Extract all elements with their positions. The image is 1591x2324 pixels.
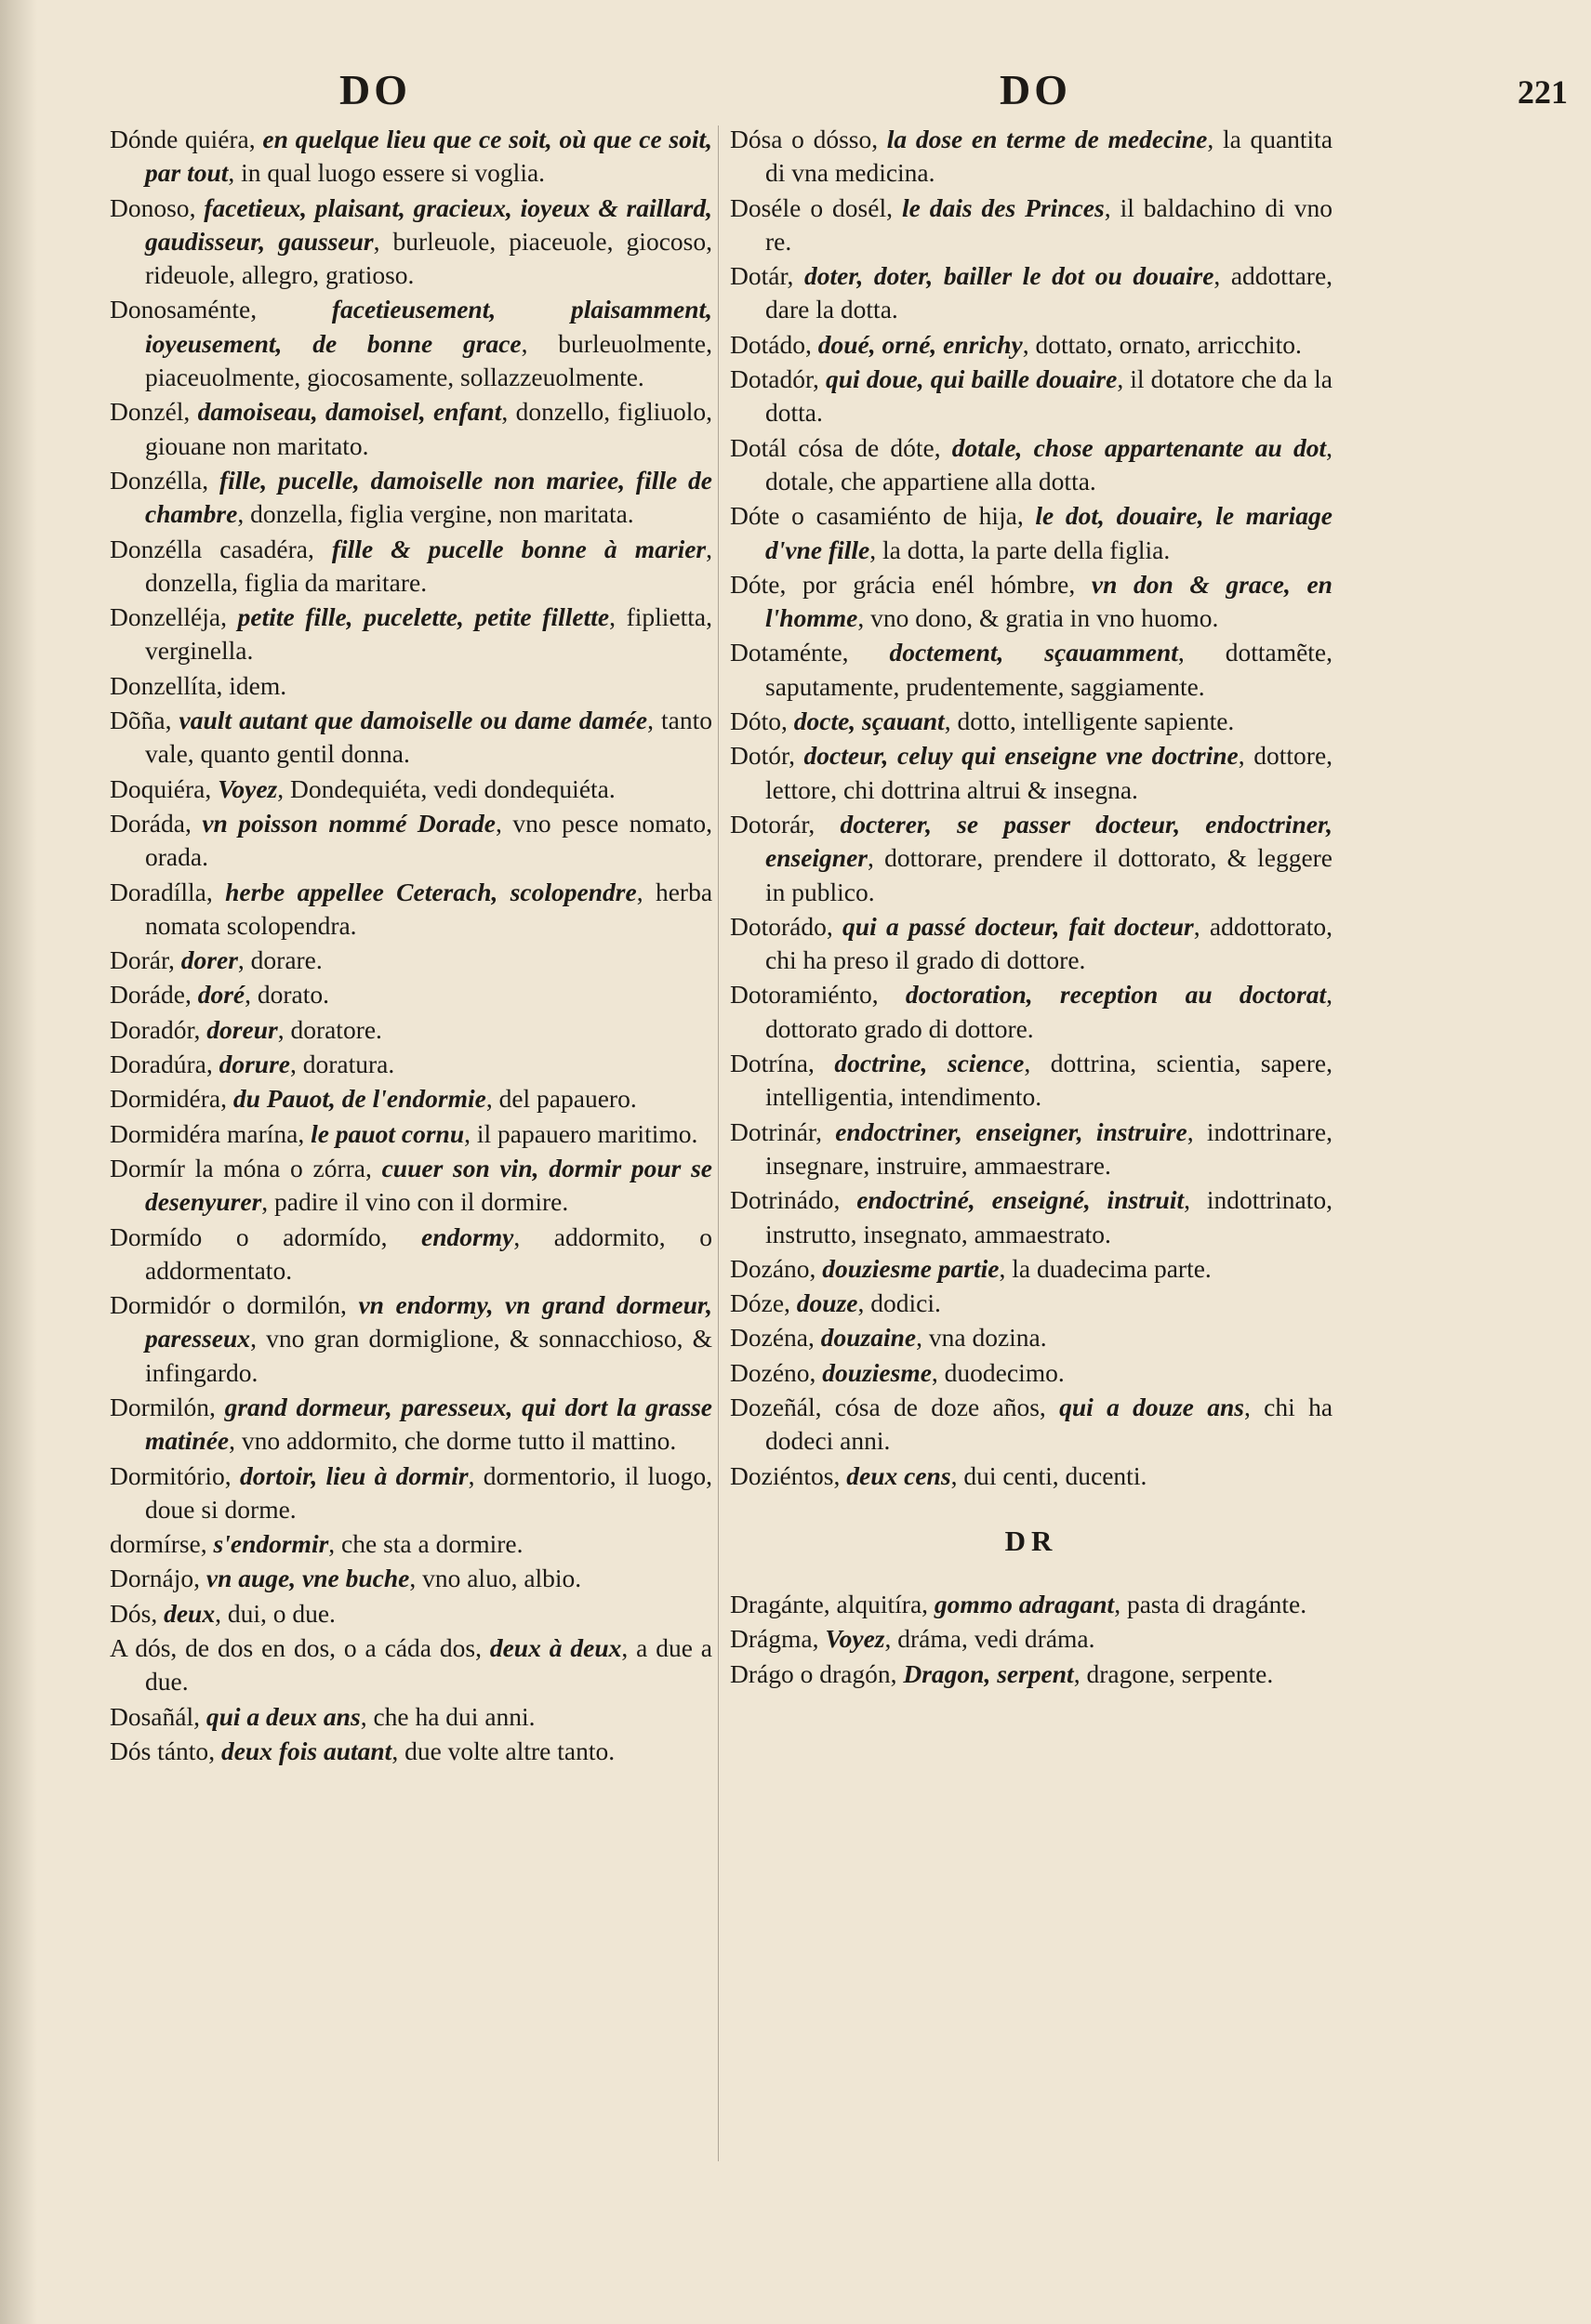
entry-italian-gloss: che ha dui anni. [373, 1701, 536, 1731]
entry-french-gloss: en quelque lieu que ce soit, où que ce soit, par tout [145, 125, 712, 188]
right-column [730, 123, 1332, 1692]
entry-french-gloss: fille & pucelle bonne à marier [331, 534, 707, 563]
entry-italian-gloss: il baldachino di vno re. [765, 192, 1333, 256]
entry-italian-gloss: il dotatore che da la dotta. [765, 364, 1332, 428]
entry-french-gloss: qui a douze ans [1059, 1392, 1244, 1421]
entry-italian-gloss: dottato, ornato, arricchito. [1035, 329, 1302, 359]
dictionary-entry: Dotrinádo, endoctriné, enseigné, instruit, indottrinato, instrutto, insegnato, ammaestrato. [730, 1185, 1333, 1248]
dictionary-entry: Dormidór o dormilón, vn endormy, vn grand dormeur, paresseux, vno gran dormiglione, & sonnacchioso, & infingardo. [110, 1290, 712, 1387]
entry-italian-gloss: donzello, figliuolo, giouane non maritato. [145, 397, 713, 460]
entry-italian-gloss: Dondequiéta, vedi dondequiéta. [290, 773, 616, 803]
entry-headword: Dotadór [730, 364, 814, 394]
dictionary-entry: Donzellíta, idem. [110, 670, 287, 700]
dictionary-entry: Dónde quiéra, en quelque lieu que ce soit, où que ce soit, par tout, in qual luogo essere si voglia. [110, 125, 712, 188]
entry-italian-gloss: vno aluo, albio. [422, 1564, 582, 1593]
entry-italian-gloss: dottorare, prendere il dottorato, & leggere in publico. [765, 843, 1333, 906]
entry-french-gloss: grand dormeur, paresseux, qui dort la grasse matinée [145, 1392, 712, 1456]
entry-french-gloss: herbe appellee Ceterach, scolopendre [225, 877, 637, 906]
entry-headword: Doziéntos [730, 1460, 834, 1490]
entry-french-gloss: docteur, celuy qui enseigne vne doctrine [803, 741, 1239, 771]
dictionary-entry: Dõña, vault autant que damoiselle ou dame damée, tanto vale, quanto gentil donna. [110, 706, 713, 769]
dictionary-entry: Doziéntos, deux cens, dui centi, ducenti. [730, 1460, 1147, 1490]
entry-italian-gloss: vno dono, & gratia in vno huomo. [870, 603, 1219, 633]
dictionary-entry: A dós, de dos en dos, o a cáda dos, deux à deux, a due a due. [110, 1633, 713, 1697]
entry-headword: Dozéno [730, 1357, 810, 1387]
dictionary-entry: Donzélla casadéra, fille & pucelle bonne à marier, donzella, figlia da maritare. [110, 534, 712, 597]
entry-italian-gloss: vno pesce nomato, orada. [145, 808, 713, 872]
entry-french-gloss: endoctriner, enseigner, instruire [835, 1116, 1187, 1146]
entry-italian-gloss: burleuolmente, piaceuolmente, giocosamente, sollazzeuolmente. [145, 328, 712, 392]
dictionary-entry: dormírse, s'endormir, che sta a dormire. [110, 1529, 524, 1559]
entry-french-gloss: doctrine, science [834, 1049, 1025, 1078]
entry-headword: Dotrína [730, 1049, 809, 1078]
entry-italian-gloss: indottrinare, insegnare, instruire, ammaestrare. [765, 1116, 1333, 1180]
dictionary-entry: Dotál cósa de dóte, dotale, chose appartenante au dot, dotale, che appartiene alla dotta. [730, 432, 1333, 495]
entry-headword: Dotál cósa de dóte [730, 432, 935, 462]
entry-headword: Dóto [730, 706, 781, 736]
entry-french-gloss: qui doue, qui baille douaire [825, 364, 1118, 394]
dictionary-entry: Dotorádo, qui a passé docteur, fait docteur, addottorato, chi ha preso il grado di dottore. [730, 911, 1333, 975]
entry-french-gloss: s'endormir [213, 1529, 329, 1559]
entry-italian-gloss: fiplietta, verginella. [145, 602, 713, 666]
entry-french-gloss: Dragon, serpent [903, 1658, 1074, 1688]
entry-headword: Donzél [110, 397, 184, 427]
entry-headword: Dotrinár [730, 1116, 816, 1146]
entry-headword: Dozéna [730, 1323, 808, 1353]
entry-italian-gloss: donzella, figlia vergine, non maritata. [250, 499, 634, 529]
entry-italian-gloss: burleuole, piaceuole, giocoso, rideuole, allegro, gratioso. [145, 226, 712, 290]
entry-headword: Doradór [110, 1014, 194, 1044]
entry-headword: Drágo o dragón [730, 1658, 891, 1688]
dictionary-entry: Dotór, docteur, celuy qui enseigne vne doctrine, dottore, lettore, chi dottrina altrui & insegna. [730, 741, 1333, 804]
entry-headword: Donzellíta [110, 670, 217, 700]
entry-french-gloss: facetieusement, plaisamment, ioyeusement, de bonne grace [145, 295, 712, 358]
entry-italian-gloss: vno gran dormiglione, & sonnacchioso, & infingardo. [145, 1324, 712, 1387]
entry-headword: Dónde quiéra [110, 125, 249, 153]
dictionary-entry: Dozáno, douziesme partie, la duadecima parte. [730, 1253, 1212, 1283]
entry-italian-gloss: che sta a dormire. [341, 1529, 524, 1559]
dictionary-entry: Dóte o casamiénto de hija, le dot, douaire, le mariage d'vne fille, la dotta, la parte della figlia. [730, 501, 1332, 564]
entry-french-gloss: douziesme partie [822, 1253, 1000, 1283]
entry-headword: Dormilón [110, 1392, 209, 1421]
dictionary-entry: Dotorár, docterer, se passer docteur, endoctriner, enseigner, dottorare, prendere il dottorato, & leggere in publico. [730, 809, 1333, 906]
entry-headword: Doséle o dosél [730, 192, 887, 222]
entry-headword: Dotór [730, 741, 789, 771]
entry-headword: Dormidéra [110, 1084, 221, 1114]
entry-headword: Dozeñál, cósa de doze años [730, 1392, 1040, 1421]
entry-italian-gloss: addottare, dare la dotta. [765, 261, 1333, 324]
entry-italian-gloss: dottamẽte, saputamente, prudentemente, saggiamente. [765, 638, 1333, 701]
dictionary-entry: Dósa o dósso, la dose en terme de medecine, la quantita di vna medicina. [730, 125, 1333, 188]
dictionary-entry: Drágma, Voyez, dráma, vedi dráma. [730, 1624, 1095, 1654]
dictionary-entry: Donosaménte, facetieusement, plaisamment, ioyeusement, de bonne grace, burleuolmente, piaceuolmente, giocosamente, sollazzeuolmente. [110, 295, 712, 392]
entry-french-gloss: dorure [219, 1050, 290, 1079]
entry-italian-gloss: la quantita di vna medicina. [765, 125, 1333, 188]
entry-headword: Donzélla [110, 465, 203, 495]
entry-italian-gloss: due volte altre tanto. [404, 1736, 616, 1765]
dictionary-entry: Dozéno, douziesme, duodecimo. [730, 1357, 1065, 1387]
dictionary-entry: Drágo o dragón, Dragon, serpent, dragone, serpente. [730, 1658, 1274, 1688]
entry-headword: Dormidór o dormilón [110, 1290, 341, 1320]
entry-italian-gloss: dráma, vedi dráma. [897, 1624, 1095, 1654]
entry-french-gloss: vn poisson nommé Dorade [202, 808, 496, 838]
entry-headword: Dotoramiénto [730, 980, 872, 1010]
entry-headword: Dormitório [110, 1460, 225, 1490]
entry-french-gloss: vault autant que damoiselle ou dame damée [179, 706, 648, 735]
entry-italian-gloss: dotale, che appartiene alla dotta. [765, 466, 1096, 495]
entry-french-gloss: doctement, sçauamment [889, 638, 1178, 667]
entry-italian-gloss: dorato. [257, 980, 329, 1010]
dictionary-entry: Doradór, doreur, doratore. [110, 1014, 382, 1044]
entry-french-gloss: docte, sçauant [793, 706, 945, 736]
entry-italian-gloss: padire il vino con il dormire. [274, 1187, 569, 1217]
entry-french-gloss: doré [197, 980, 245, 1010]
section-heading: DR [1004, 1524, 1058, 1557]
entry-french-gloss: douzaine [820, 1323, 917, 1353]
entry-italian-gloss: dodici. [870, 1288, 941, 1318]
entry-italian-gloss: duodecimo. [944, 1357, 1065, 1387]
entry-italian-gloss: doratura. [302, 1050, 395, 1079]
entry-italian-gloss: dottrina, scientia, sapere, intelligentia, intendimento. [765, 1049, 1333, 1112]
entry-french-gloss: vn auge, vne buche [206, 1564, 410, 1593]
entry-headword: Doráda [110, 808, 185, 838]
entry-italian-gloss: dottore, lettore, chi dottrina altrui & insegna. [765, 741, 1333, 804]
entry-french-gloss: deux fois autant [220, 1736, 392, 1765]
entry-french-gloss: gommo adragant [934, 1590, 1115, 1619]
page-number: 221 [1518, 73, 1568, 111]
entry-headword: Dós [110, 1598, 152, 1628]
dictionary-entry: Doradílla, herbe appellee Ceterach, scolopendre, herba nomata scolopendra. [110, 877, 713, 940]
entry-headword: Doráde [110, 980, 185, 1010]
entry-french-gloss: doter, doter, bailler le dot ou douaire [803, 261, 1214, 291]
dictionary-entry: Dormilón, grand dormeur, paresseux, qui dort la grasse matinée, vno addormito, che dorme tutto il mattino. [110, 1392, 712, 1456]
dictionary-entry: Donzél, damoiseau, damoisel, enfant, donzello, figliuolo, giouane non maritato. [110, 397, 713, 460]
dictionary-entry: Dóze, douze, dodici. [730, 1288, 941, 1318]
entry-headword: Dotaménte [730, 638, 842, 667]
entry-french-gloss: dotale, chose appartenante au dot [951, 432, 1327, 462]
entry-italian-gloss: vno addormito, che dorme tutto il mattino. [241, 1426, 677, 1456]
entry-italian-gloss: la duadecima parte. [1012, 1253, 1212, 1283]
entry-headword: Dosañál [110, 1701, 194, 1731]
entry-italian-gloss: a due a due. [145, 1633, 713, 1697]
entry-headword: Dormidéra marína [110, 1118, 298, 1148]
entry-italian-gloss: la dotta, la parte della figlia. [882, 535, 1171, 564]
entry-italian-gloss: addormito, o addormentato. [145, 1221, 712, 1285]
entry-french-gloss: dorer [180, 945, 238, 975]
dictionary-entry: Dotadór, qui doue, qui baille douaire, il dotatore che da la dotta. [730, 364, 1332, 428]
dictionary-entry: Dóte, por grácia enél hómbre, vn don & grace, en l'homme, vno dono, & gratia in vno huomo. [730, 569, 1332, 633]
entry-italian-gloss: dormentorio, il luogo, doue si dorme. [145, 1460, 713, 1524]
entry-italian-gloss: vna dozina. [928, 1323, 1047, 1353]
entry-italian-gloss: il papauero maritimo. [476, 1118, 698, 1148]
entry-italian-gloss: pasta di dragánte. [1126, 1590, 1307, 1619]
running-head-left: DO [339, 66, 411, 113]
entry-french-gloss: doctoration, reception au doctorat [905, 980, 1327, 1010]
dictionary-entry: Dotár, doter, doter, bailler le dot ou douaire, addottare, dare la dotta. [730, 261, 1333, 324]
entry-headword: Dós tánto [110, 1736, 209, 1765]
column-divider [718, 125, 719, 2161]
entry-headword: Doradúra [110, 1050, 206, 1079]
entry-headword: Dragánte, alquitíra [730, 1590, 922, 1619]
entry-french-gloss: vn don & grace, en l'homme [765, 569, 1332, 633]
entry-french-gloss: doreur [206, 1014, 278, 1044]
entry-french-gloss: le dais des Princes [901, 192, 1105, 222]
entry-headword: Dormír la móna o zórra [110, 1153, 365, 1182]
entry-french-gloss: doué, orné, enrichy [817, 329, 1023, 359]
entry-french-gloss: endormy [421, 1221, 514, 1251]
entry-french-gloss: petite fille, pucelette, petite fillette [237, 602, 610, 632]
entry-italian-gloss: dui, o due. [227, 1598, 336, 1628]
entry-headword: Dotár [730, 261, 788, 291]
entry-italian-gloss: doratore. [290, 1014, 382, 1044]
dictionary-entry: Dorár, dorer, dorare. [110, 945, 323, 975]
dictionary-entry: Dragánte, alquitíra, gommo adragant, pasta di dragánte. [730, 1590, 1307, 1619]
dictionary-entry: Dotádo, doué, orné, enrichy, dottato, ornato, arricchito. [730, 329, 1302, 359]
entry-french-gloss: Voyez [218, 773, 278, 803]
entry-headword: Donzelléja [110, 602, 221, 632]
entry-french-gloss: dortoir, lieu à dormir [239, 1460, 469, 1490]
entry-french-gloss: qui a passé docteur, fait docteur [842, 911, 1194, 941]
entry-italian-gloss: dragone, serpente. [1086, 1658, 1274, 1688]
entry-french-gloss: le pauot cornu [311, 1118, 465, 1148]
entry-french-gloss: damoiseau, damoisel, enfant [197, 397, 502, 427]
entry-french-gloss: endoctriné, enseigné, instruit [856, 1185, 1185, 1215]
entry-italian-gloss: indottrinato, instrutto, insegnato, ammaestrato. [765, 1185, 1333, 1248]
entry-french-gloss: la dose en terme de medecine [886, 125, 1208, 153]
entry-french-gloss: douziesme [822, 1357, 932, 1387]
entry-headword: Dormído o adormído [110, 1221, 381, 1251]
entry-french-gloss: docterer, se passer docteur, endoctriner, enseigner [765, 809, 1332, 873]
entry-italian-gloss: dottorato grado di dottore. [765, 1013, 1034, 1043]
dictionary-entry: Dozeñál, cósa de doze años, qui a douze ans, chi ha dodeci anni. [730, 1392, 1333, 1456]
entry-headword: Dóze [730, 1288, 785, 1318]
dictionary-entry: Dotrína, doctrine, science, dottrina, scientia, sapere, intelligentia, intendimento. [730, 1049, 1333, 1112]
dictionary-entry: Dotaménte, doctement, sçauamment, dottamẽte, saputamente, prudentemente, saggiamente. [730, 638, 1333, 701]
dictionary-entry: Doráde, doré, dorato. [110, 980, 329, 1010]
dictionary-entry: Dormidéra marína, le pauot cornu, il papauero maritimo. [110, 1118, 698, 1148]
dictionary-entry: Doquiéra, Voyez, Dondequiéta, vedi dondequiéta. [110, 773, 616, 803]
dictionary-entry: Donzélla, fille, pucelle, damoiselle non mariee, fille de chambre, donzella, figlia vergine, non maritata. [110, 465, 712, 529]
dictionary-entry: Dotoramiénto, doctoration, reception au doctorat, dottorato grado di dottore. [730, 980, 1332, 1043]
entry-headword: Dotorádo [730, 911, 827, 941]
entry-french-gloss: Voyez [825, 1624, 885, 1654]
dictionary-entry: Dóto, docte, sçauant, dotto, intelligente sapiente. [730, 706, 1235, 736]
entry-headword: Dorár [110, 945, 169, 975]
dictionary-entry: Dormidéra, du Pauot, de l'endormie, del papauero. [110, 1084, 637, 1114]
dictionary-entry: Dós tánto, deux fois autant, due volte altre tanto. [110, 1736, 616, 1765]
entry-headword: Dotádo [730, 329, 805, 359]
entry-italian-gloss: herba nomata scolopendra. [145, 877, 713, 940]
entry-italian-gloss: chi ha dodeci anni. [765, 1392, 1333, 1456]
entry-italian-gloss: tanto vale, quanto gentil donna. [145, 706, 713, 769]
entry-italian-gloss: dorare. [250, 945, 323, 975]
dictionary-entry: Dornájo, vn auge, vne buche, vno aluo, albio. [110, 1564, 582, 1593]
entry-headword: Doquiéra [110, 773, 206, 803]
dictionary-entry: Doséle o dosél, le dais des Princes, il baldachino di vno re. [730, 192, 1333, 256]
entry-italian-gloss: donzella, figlia da maritare. [145, 567, 428, 597]
dictionary-entry: Dotrinár, endoctriner, enseigner, instruire, indottrinare, insegnare, instruire, ammaestrare. [730, 1116, 1333, 1180]
dictionary-entry: Donzelléja, petite fille, pucelette, petite fillette, fiplietta, verginella. [110, 602, 713, 666]
entry-headword: Dóte, por grácia enél hómbre [730, 569, 1069, 599]
entry-french-gloss: vn endormy, vn grand dormeur, paresseux [145, 1290, 712, 1353]
entry-headword: Dornájo [110, 1564, 194, 1593]
dictionary-entry: Dós, deux, dui, o due. [110, 1598, 336, 1628]
entry-headword: A dós, de dos en dos, o a cáda dos [110, 1633, 476, 1663]
entry-headword: Drágma [730, 1624, 813, 1654]
dictionary-entry: Dormitório, dortoir, lieu à dormir, dormentorio, il luogo, doue si dorme. [110, 1460, 713, 1524]
entry-french-gloss: cuuer son vin, dormir pour se desenyurer [145, 1153, 712, 1217]
entry-italian-gloss: addottorato, chi ha preso il grado di dottore. [765, 911, 1333, 975]
entry-headword: Dozáno [730, 1253, 810, 1283]
entry-headword: Donosaménte [110, 295, 251, 324]
entry-headword: Dotrinádo [730, 1185, 834, 1215]
entry-headword: dormírse [110, 1529, 201, 1559]
dictionary-entry: Doráda, vn poisson nommé Dorade, vno pesce nomato, orada. [110, 808, 713, 872]
dictionary-entry: Doradúra, dorure, doratura. [110, 1050, 395, 1079]
entry-french-gloss: douze [796, 1288, 858, 1318]
entry-french-gloss: facetieux, plaisant, gracieux, ioyeux & raillard, gaudisseur, gausseur [145, 192, 712, 256]
dictionary-entry: Dormído o adormído, endormy, addormito, o addormentato. [110, 1221, 712, 1285]
entry-headword: Doradílla [110, 877, 206, 906]
entry-french-gloss: du Pauot, de l'endormie [232, 1084, 486, 1114]
entry-italian-gloss: dui centi, ducenti. [963, 1460, 1147, 1490]
entry-italian-gloss: dotto, intelligente sapiente. [957, 706, 1235, 736]
dictionary-entry: Donoso, facetieux, plaisant, gracieux, ioyeux & raillard, gaudisseur, gausseur, burleuole, piaceuole, giocoso, rideuole, allegro, gratioso. [110, 192, 712, 290]
entry-french-gloss: le dot, douaire, le mariage d'vne fille [765, 501, 1332, 564]
entry-french-gloss: fille, pucelle, damoiselle non mariee, fille de chambre [145, 465, 712, 529]
dictionary-entry: Dosañál, qui a deux ans, che ha dui anni. [110, 1701, 536, 1731]
entry-italian-gloss: in qual luogo essere si voglia. [241, 158, 546, 188]
entry-headword: Dõña [110, 706, 166, 735]
entry-french-gloss: qui a deux ans [206, 1701, 361, 1731]
dictionary-entry: Dozéna, douzaine, vna dozina. [730, 1323, 1047, 1353]
entry-headword: Dotorár [730, 809, 809, 838]
entry-headword: Dóte o casamiénto de hija [730, 501, 1017, 531]
entry-french-gloss: deux cens [846, 1460, 951, 1490]
entry-italian-gloss: del papauero. [498, 1084, 637, 1114]
entry-headword: Dósa o dósso [730, 125, 872, 153]
entry-french-gloss: deux [164, 1598, 216, 1628]
running-head-right: DO [1000, 66, 1071, 113]
entry-french-gloss: deux à deux [489, 1633, 622, 1663]
dictionary-entry: Dormír la móna o zórra, cuuer son vin, dormir pour se desenyurer, padire il vino con il dormire. [110, 1153, 712, 1217]
entry-headword: Donoso [110, 192, 190, 222]
entry-italian-gloss: idem. [229, 670, 287, 700]
left-column [110, 123, 712, 1769]
entry-headword: Donzélla casadéra [110, 534, 308, 563]
